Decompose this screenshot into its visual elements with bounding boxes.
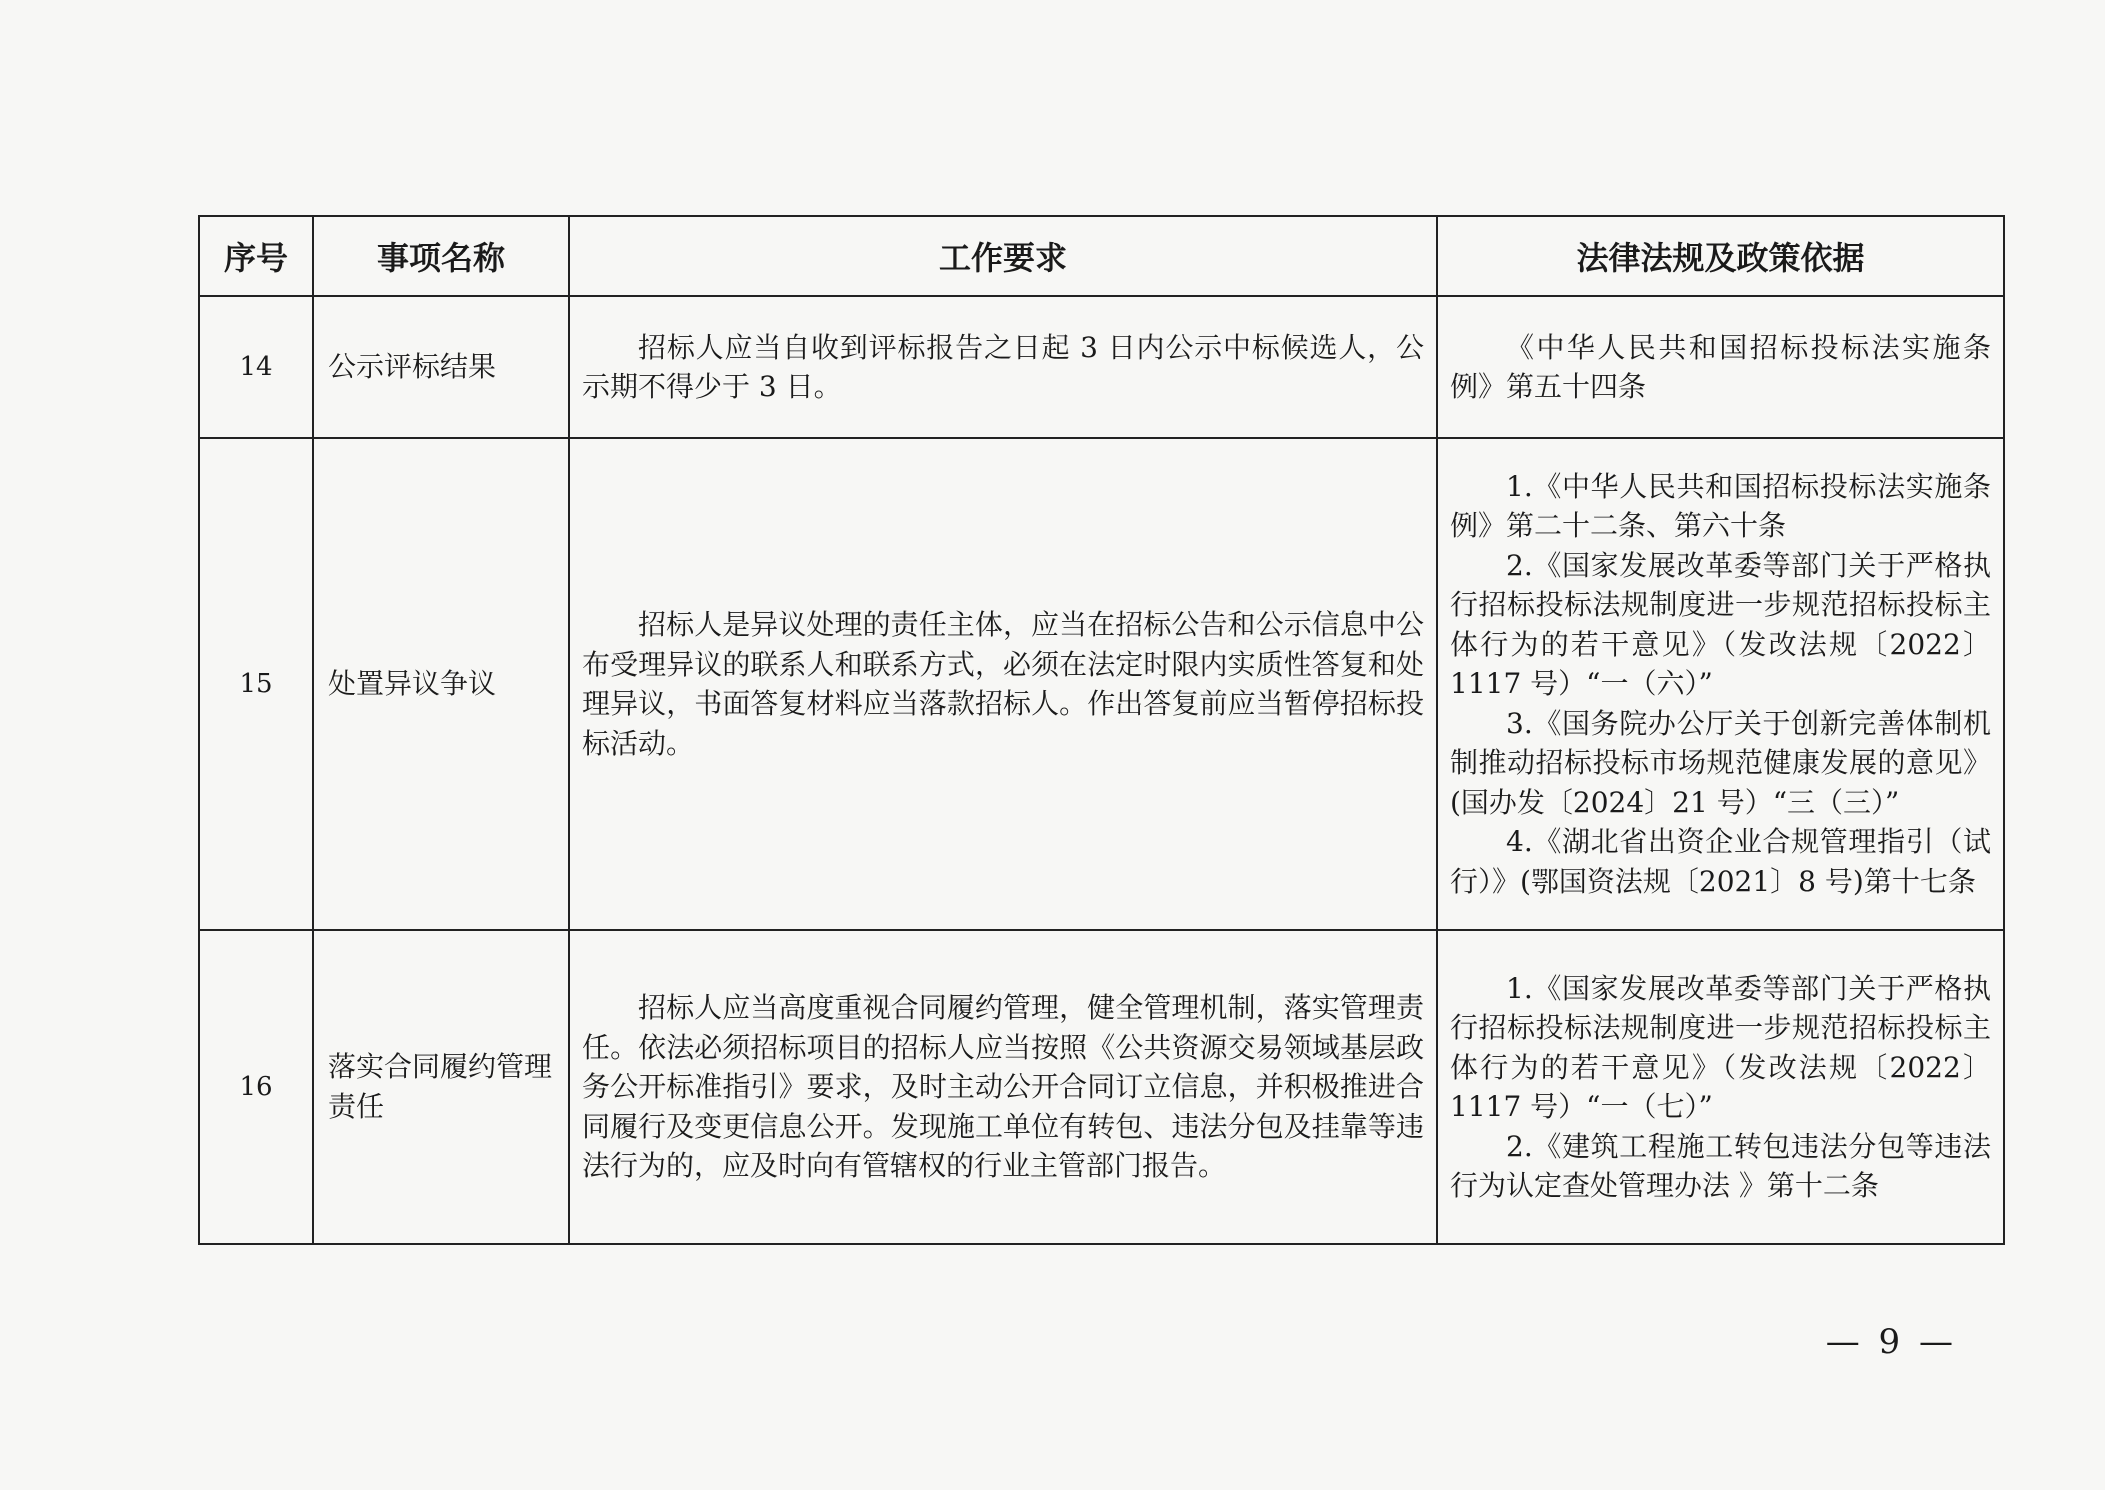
table-row: [199, 296, 2004, 438]
basis-item: 《中华人民共和国招标投标法实施条例》第五十四条: [1450, 330, 1991, 403]
row-requirement: [569, 438, 1437, 930]
header-item-name: 事项名称: [313, 216, 569, 296]
table-header-row: [199, 216, 2004, 296]
basis-item: 4.《湖北省出资企业合规管理指引（试行）》(鄂国资法规〔2021〕8 号)第十七条: [1450, 825, 1991, 898]
row-seq: 14: [199, 296, 313, 438]
header-requirement: 工作要求: [569, 216, 1437, 296]
header-legal-basis: 法律法规及政策依据: [1437, 216, 2004, 296]
requirement-text: 招标人应当高度重视合同履约管理，健全管理机制，落实管理责任。依法必须招标项目的招标人应当按照《公共资源交易领域基层政务公开标准指引》要求，及时主动公开合同订立信息，并积极推进合同履行及变更信息公开。发现施工单位有转包、违法分包及挂靠等违法行为的，应及时向有管辖权的行业主管部门报告。: [582, 991, 1424, 1183]
row-legal-basis: [1437, 930, 2004, 1244]
table-row: [199, 438, 2004, 930]
page-number: — 9 —: [1825, 1322, 1957, 1362]
requirement-text: 招标人应当自收到评标报告之日起 3 日内公示中标候选人，公示期不得少于 3 日。: [582, 330, 1424, 403]
basis-item: 2.《国家发展改革委等部门关于严格执行招标投标法规制度进一步规范招标投标主体行为的若干意见》（发改法规〔2022〕1117 号）“一（六）”: [1450, 548, 1991, 701]
requirement-text: 招标人是异议处理的责任主体，应当在招标公告和公示信息中公布受理异议的联系人和联系方式，必须在法定时限内实质性答复和处理异议，书面答复材料应当落款招标人。作出答复前应当暂停招标投标活动。: [582, 608, 1424, 760]
row-item-name: 落实合同履约管理责任: [313, 930, 569, 1244]
header-seq: 序号: [199, 216, 313, 296]
requirements-table: [198, 215, 2005, 1245]
basis-item: 3.《国务院办公厅关于创新完善体制机制推动招标投标市场规范健康发展的意见》(国办发〔2024〕21 号）“三（三）”: [1450, 706, 1991, 819]
table-row: [199, 930, 2004, 1244]
basis-item: 2.《建筑工程施工转包违法分包等违法行为认定查处管理办法 》第十二条: [1450, 1129, 1991, 1202]
row-requirement: [569, 930, 1437, 1244]
row-seq: 15: [199, 438, 313, 930]
row-seq: 16: [199, 930, 313, 1244]
basis-item: 1.《中华人民共和国招标投标法实施条例》第二十二条、第六十条: [1450, 469, 1991, 543]
row-item-name: 公示评标结果: [313, 296, 569, 438]
row-legal-basis: [1437, 296, 2004, 438]
row-legal-basis: [1437, 438, 2004, 930]
row-requirement: [569, 296, 1437, 438]
row-item-name: 处置异议争议: [313, 438, 569, 930]
basis-item: 1.《国家发展改革委等部门关于严格执行招标投标法规制度进一步规范招标投标主体行为的若干意见》（发改法规〔2022〕1117 号）“一（七）”: [1450, 971, 1991, 1123]
